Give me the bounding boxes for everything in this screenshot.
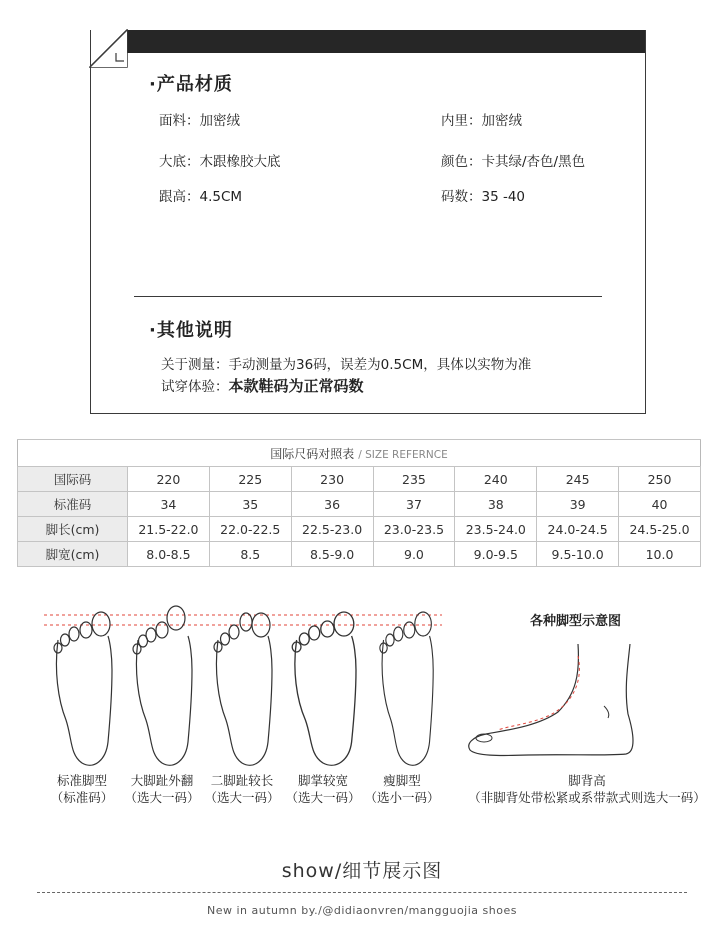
spec-heel-height: 跟高：4.5CM: [159, 189, 243, 205]
foot-type-advice: （选大一码）: [285, 790, 361, 805]
table-cell: 40: [619, 492, 701, 517]
foot-type-name: 大脚趾外翻: [130, 773, 194, 788]
foot-type-advice: （选大一码）: [204, 790, 280, 805]
row-label: 脚长(cm): [18, 517, 128, 542]
table-cell: 10.0: [619, 542, 701, 567]
size-chart-caption-row: [18, 440, 701, 467]
size-chart: [17, 439, 701, 567]
table-cell: 22.0-22.5: [209, 517, 291, 542]
tryon-text: 本款鞋码为正常码数: [228, 377, 364, 395]
size-row-foot-length: [18, 517, 701, 542]
table-cell: 9.0-9.5: [455, 542, 537, 567]
table-cell: 37: [373, 492, 455, 517]
spec-lining: 内里：加密绒: [441, 113, 522, 129]
foot-type-label: [42, 772, 122, 806]
foot-type-name: 二脚趾较长: [210, 773, 274, 788]
foot-type-name: 脚掌较宽: [297, 773, 348, 788]
table-cell: 34: [128, 492, 210, 517]
footer-credit: New in autumn by./@didiaonvren/mangguojia shoes: [207, 904, 517, 917]
table-cell: 24.0-24.5: [537, 517, 619, 542]
table-cell: 235: [373, 467, 455, 492]
table-cell: 245: [537, 467, 619, 492]
row-label: 标准码: [18, 492, 128, 517]
size-chart-caption: [18, 440, 701, 467]
spec-fabric: 面料：加密绒: [159, 113, 240, 129]
tryon-label: 试穿体验：: [161, 379, 229, 395]
foot-type-label: [362, 772, 442, 806]
product-info-card: [90, 30, 646, 414]
table-cell: 23.0-23.5: [373, 517, 455, 542]
foot-long-second-toe-icon: [214, 613, 272, 765]
foot-narrow-icon: [380, 612, 433, 765]
section-divider: [134, 296, 602, 297]
foot-types-illustration: [40, 600, 450, 770]
spec-colors: 颜色：卡其绿/杏色/黑色: [441, 154, 586, 170]
size-row-international: [18, 467, 701, 492]
foot-standard-icon: [54, 612, 112, 765]
table-cell: 230: [291, 467, 373, 492]
foot-bunion-icon: [133, 606, 192, 765]
foot-type-name: 标准脚型: [56, 773, 107, 788]
table-cell: 250: [619, 467, 701, 492]
card-header-bar: [127, 30, 645, 53]
table-cell: 23.5-24.0: [455, 517, 537, 542]
high-instep-foot-icon: [458, 634, 708, 764]
foot-types-title: 各种脚型示意图: [530, 614, 622, 629]
foot-type-advice: （选小一码）: [364, 790, 440, 805]
material-section-title: ·产品材质: [149, 74, 233, 95]
table-cell: 8.5-9.0: [291, 542, 373, 567]
table-cell: 9.5-10.0: [537, 542, 619, 567]
instep-advice: （非脚背处带松紧或系带款式则选大一码）: [468, 790, 706, 805]
table-cell: 225: [209, 467, 291, 492]
measure-label: 关于测量：: [161, 357, 229, 373]
foot-type-label: [283, 772, 363, 806]
foot-type-name: 瘦脚型: [383, 773, 421, 788]
table-cell: 24.5-25.0: [619, 517, 701, 542]
size-row-foot-width: [18, 542, 701, 567]
foot-wide-icon: [292, 612, 356, 765]
other-section-title: ·其他说明: [149, 320, 233, 341]
table-cell: 21.5-22.0: [128, 517, 210, 542]
foot-type-label: [122, 772, 202, 806]
foot-type-label: [202, 772, 282, 806]
row-label: 脚宽(cm): [18, 542, 128, 567]
table-cell: 35: [209, 492, 291, 517]
table-cell: 39: [537, 492, 619, 517]
footer-divider: [37, 892, 687, 893]
table-cell: 220: [128, 467, 210, 492]
size-chart-subtitle: / SIZE REFERNCE: [358, 448, 448, 461]
table-cell: 38: [455, 492, 537, 517]
foot-type-advice: （标准码）: [50, 790, 114, 805]
detail-show-title: show/细节展示图: [281, 860, 443, 882]
row-label: 国际码: [18, 467, 128, 492]
instep-name: 脚背高: [568, 773, 606, 788]
measure-note: [161, 353, 531, 373]
folded-corner-icon: [89, 29, 129, 69]
table-cell: 22.5-23.0: [291, 517, 373, 542]
measure-text: 手动测量为36码，误差为0.5CM，具体以实物为准: [228, 357, 532, 373]
table-cell: 240: [455, 467, 537, 492]
size-row-standard: [18, 492, 701, 517]
tryon-note: [161, 375, 364, 396]
table-cell: 36: [291, 492, 373, 517]
foot-type-advice: （选大一码）: [124, 790, 200, 805]
instep-label: [452, 772, 722, 806]
table-cell: 8.0-8.5: [128, 542, 210, 567]
size-chart-title: 国际尺码对照表: [270, 446, 355, 461]
table-cell: 9.0: [373, 542, 455, 567]
spec-sole: 大底：木跟橡胶大底: [159, 154, 281, 170]
spec-sizes: 码数：35 -40: [441, 189, 526, 205]
table-cell: 8.5: [209, 542, 291, 567]
